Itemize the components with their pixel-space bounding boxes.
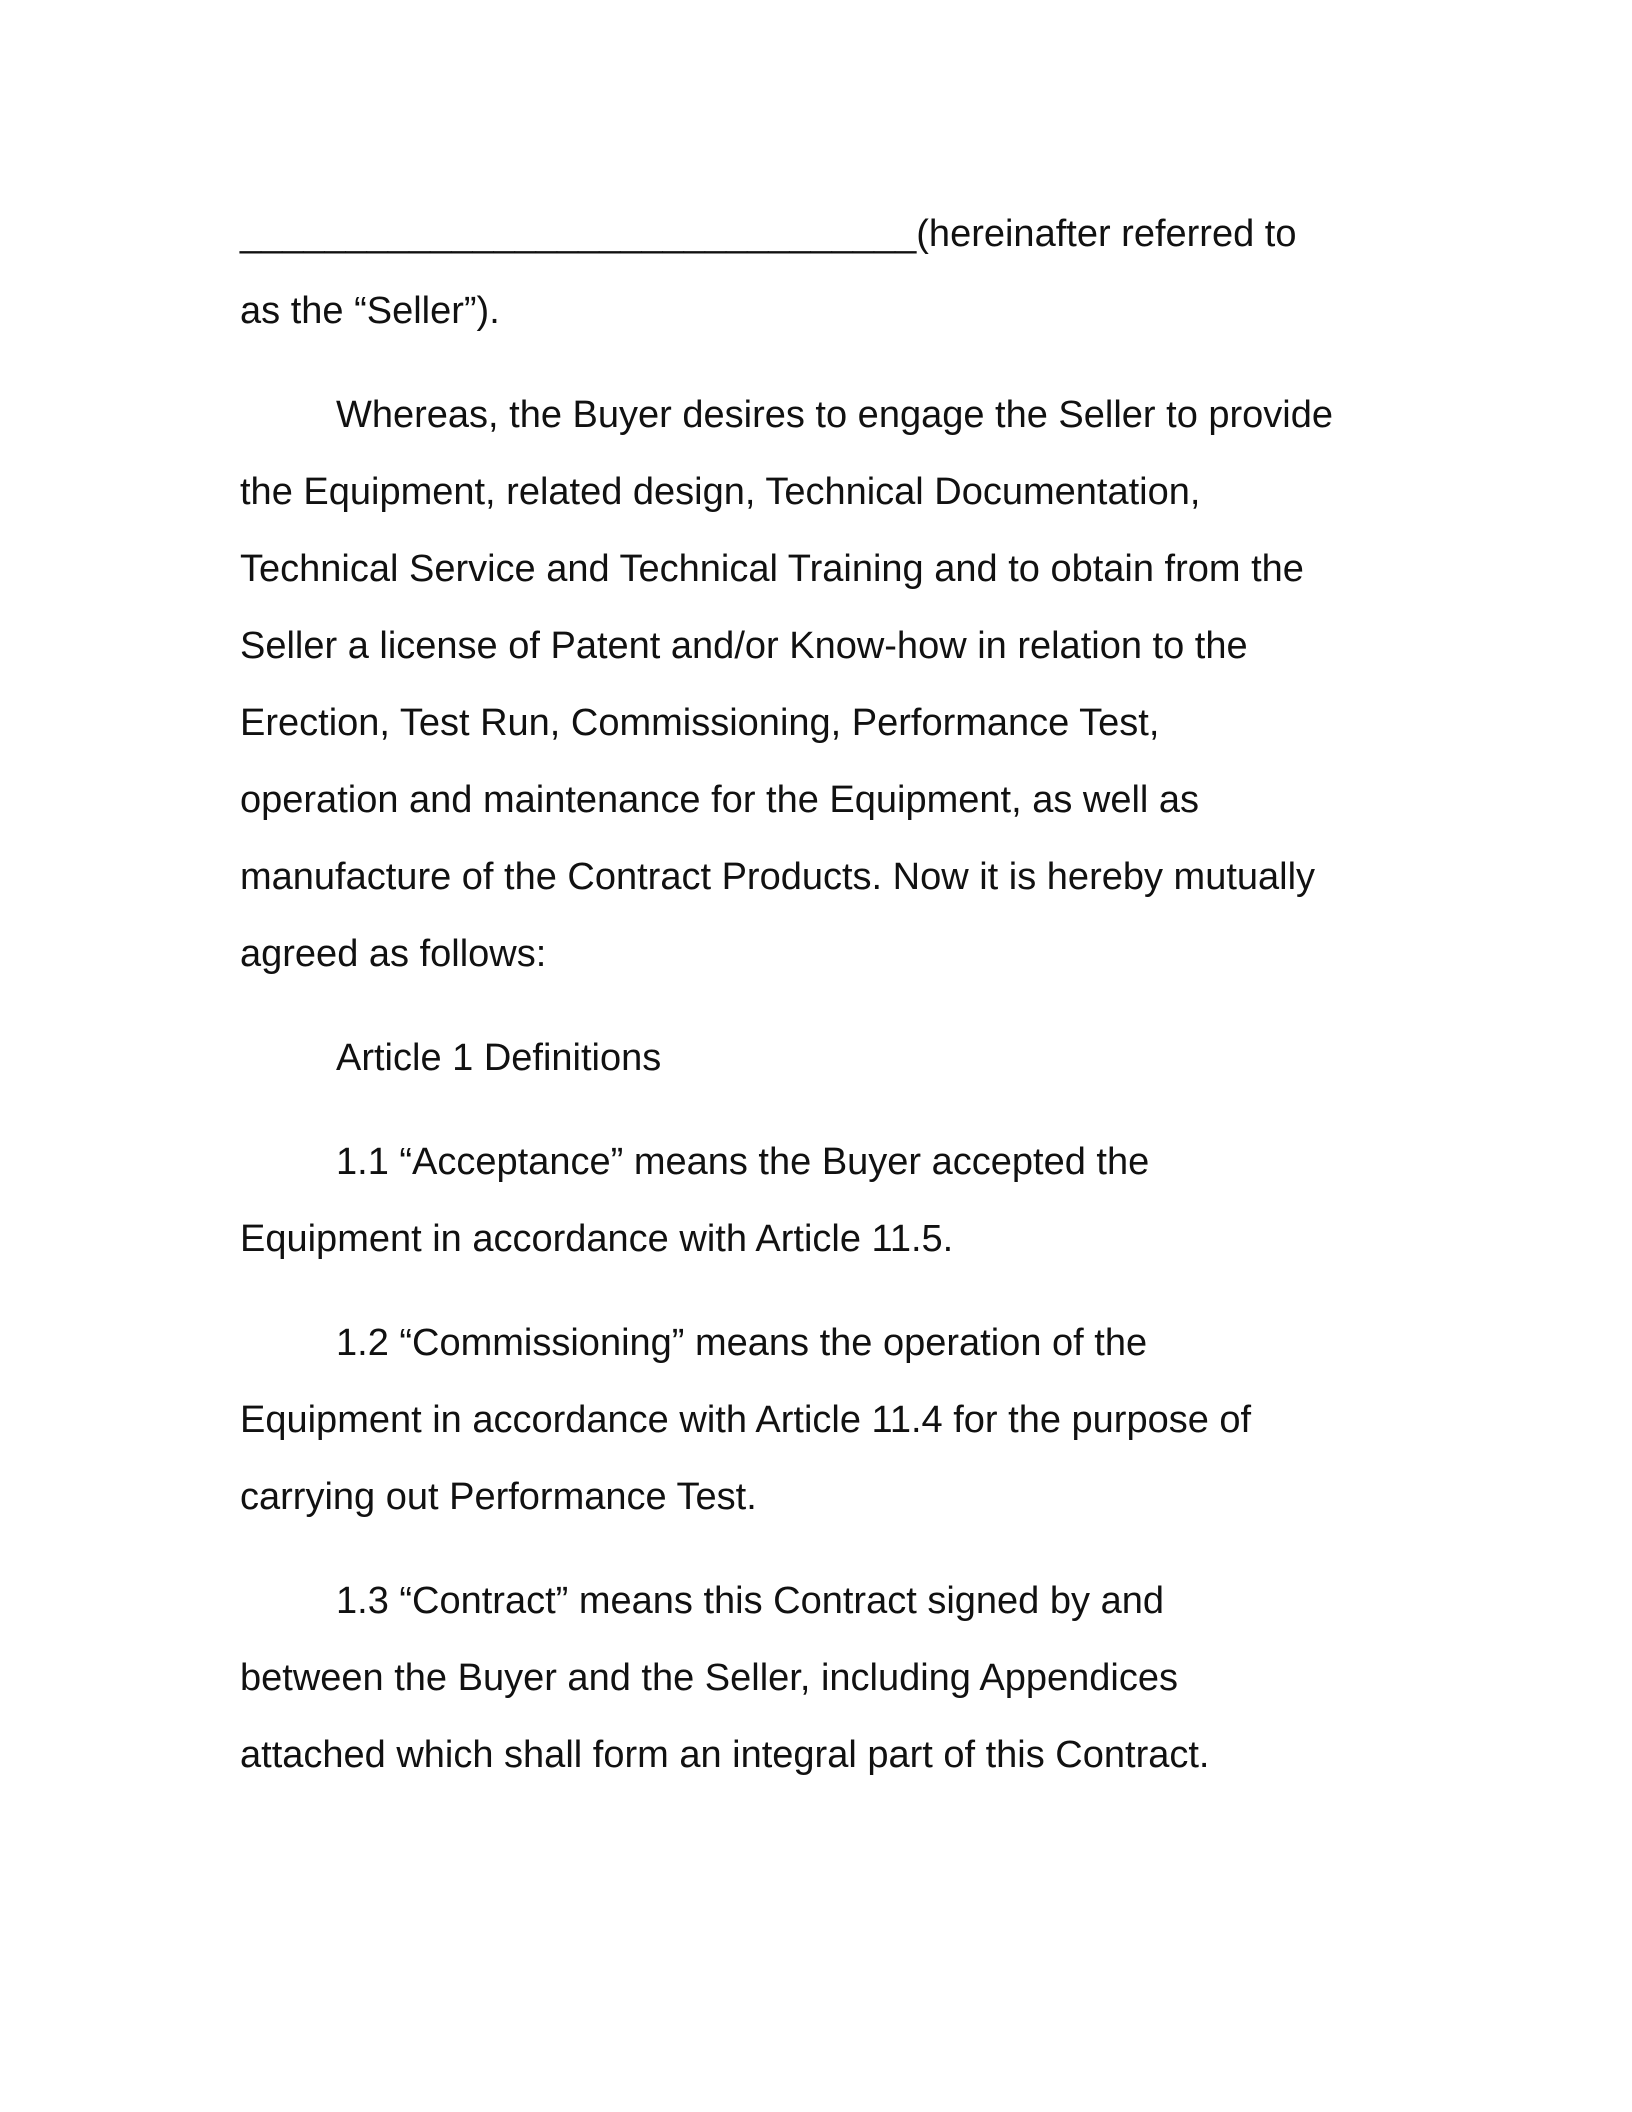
seller-definition-line: as the “Seller”).: [240, 290, 500, 332]
paragraph-line: Whereas, the Buyer desires to engage the Seller to provide: [336, 394, 1334, 436]
paragraph-line: agreed as follows:: [240, 933, 547, 975]
paragraph-line: Seller a license of Patent and/or Know-how in relation to the: [240, 625, 1248, 667]
definition-line: 1.2 “Commissioning” means the operation of the: [336, 1322, 1148, 1364]
seller-name-blank-line: ________________________________(hereinafter referred to: [240, 213, 1297, 255]
definition-line: Equipment in accordance with Article 11.5.: [240, 1218, 954, 1260]
paragraph-line: Erection, Test Run, Commissioning, Performance Test,: [240, 702, 1160, 744]
document-body: [240, 196, 1420, 1821]
definition-commissioning: [240, 1305, 1420, 1536]
definition-line: 1.1 “Acceptance” means the Buyer accepted the: [336, 1141, 1150, 1183]
article-heading: [240, 1020, 1420, 1097]
seller-intro-paragraph: [240, 196, 1420, 350]
definition-contract: [240, 1563, 1420, 1794]
whereas-paragraph: [240, 377, 1420, 993]
article-heading-text: Article 1 Definitions: [336, 1037, 662, 1079]
paragraph-line: manufacture of the Contract Products. Now it is hereby mutually: [240, 856, 1316, 898]
paragraph-line: Technical Service and Technical Training and to obtain from the: [240, 548, 1304, 590]
paragraph-line: operation and maintenance for the Equipment, as well as: [240, 779, 1200, 821]
definition-line: carrying out Performance Test.: [240, 1476, 757, 1518]
definition-line: attached which shall form an integral part of this Contract.: [240, 1734, 1210, 1776]
definition-acceptance: [240, 1124, 1420, 1278]
definition-line: Equipment in accordance with Article 11.4 for the purpose of: [240, 1399, 1252, 1441]
definition-line: between the Buyer and the Seller, including Appendices: [240, 1657, 1178, 1699]
paragraph-line: the Equipment, related design, Technical Documentation,: [240, 471, 1201, 513]
definition-line: 1.3 “Contract” means this Contract signed by and: [336, 1580, 1164, 1622]
